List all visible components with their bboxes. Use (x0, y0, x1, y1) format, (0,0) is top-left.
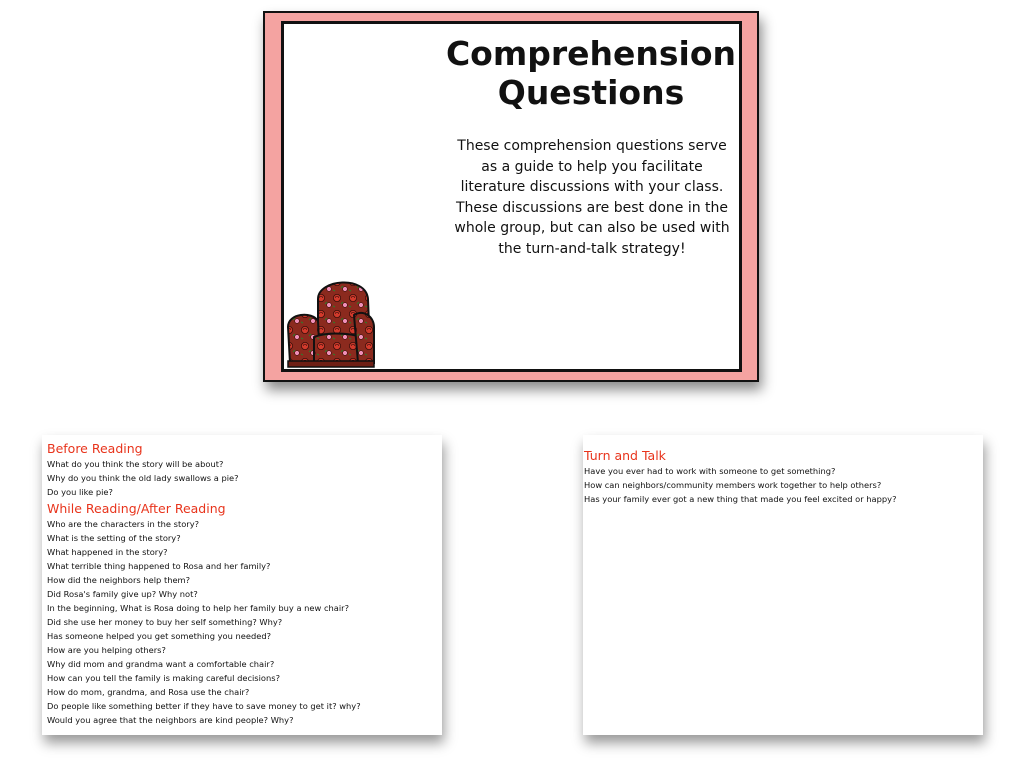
list-item: How are you helping others? (47, 645, 166, 655)
list-item: Do people like something better if they have to save money to get it? why? (47, 701, 361, 711)
list-item: Who are the characters in the story? (47, 519, 200, 529)
section-heading-turn-and-talk: Turn and Talk (584, 448, 666, 463)
list-item: Has someone helped you get something you needed? (47, 631, 271, 641)
questions-slide-turn-and-talk (583, 435, 983, 735)
list-item: Has your family ever got a new thing that made you feel excited or happy? (584, 494, 897, 504)
list-item: How did the neighbors help them? (47, 575, 191, 585)
title-line-1: Comprehension (445, 34, 737, 73)
list-item: What is the setting of the story? (47, 533, 181, 543)
list-item: In the beginning, What is Rosa doing to help her family buy a new chair? (47, 603, 349, 613)
list-item: Why do you think the old lady swallows a pie? (47, 473, 239, 483)
intro-paragraph: These comprehension questions serve as a guide to help you facilitate literature discussions with your class. These discussions are best done in the whole group, but can also be used with the turn-and-talk strategy! (454, 138, 730, 257)
title-slide (263, 11, 759, 382)
before-reading-list (47, 457, 361, 499)
list-item: How can neighbors/community members work together to help others? (584, 480, 882, 490)
list-item: Do you like pie? (47, 487, 113, 497)
questions-slide-reading (42, 435, 442, 735)
title-slide-inner (281, 21, 742, 372)
while-after-reading-list (47, 517, 361, 727)
turn-and-talk-content (584, 448, 897, 506)
list-item: What do you think the story will be about? (47, 459, 224, 469)
list-item: What happened in the story? (47, 547, 168, 557)
turn-and-talk-list (584, 464, 897, 506)
list-item: Would you agree that the neighbors are kind people? Why? (47, 715, 294, 725)
section-heading-before-reading: Before Reading (47, 441, 143, 456)
list-item: Why did mom and grandma want a comfortable chair? (47, 659, 275, 669)
list-item: Did she use her money to buy her self something? Why? (47, 617, 283, 627)
list-item: How do mom, grandma, and Rosa use the chair? (47, 687, 250, 697)
title-line-2: Questions (497, 73, 685, 112)
list-item: How can you tell the family is making careful decisions? (47, 673, 280, 683)
questions-content (47, 441, 361, 727)
armchair-icon (284, 277, 376, 369)
list-item: Have you ever had to work with someone to get something? (584, 466, 836, 476)
page-title (444, 34, 738, 112)
list-item: Did Rosa's family give up? Why not? (47, 589, 198, 599)
section-heading-while-after-reading: While Reading/After Reading (47, 501, 226, 516)
list-item: What terrible thing happened to Rosa and her family? (47, 561, 271, 571)
